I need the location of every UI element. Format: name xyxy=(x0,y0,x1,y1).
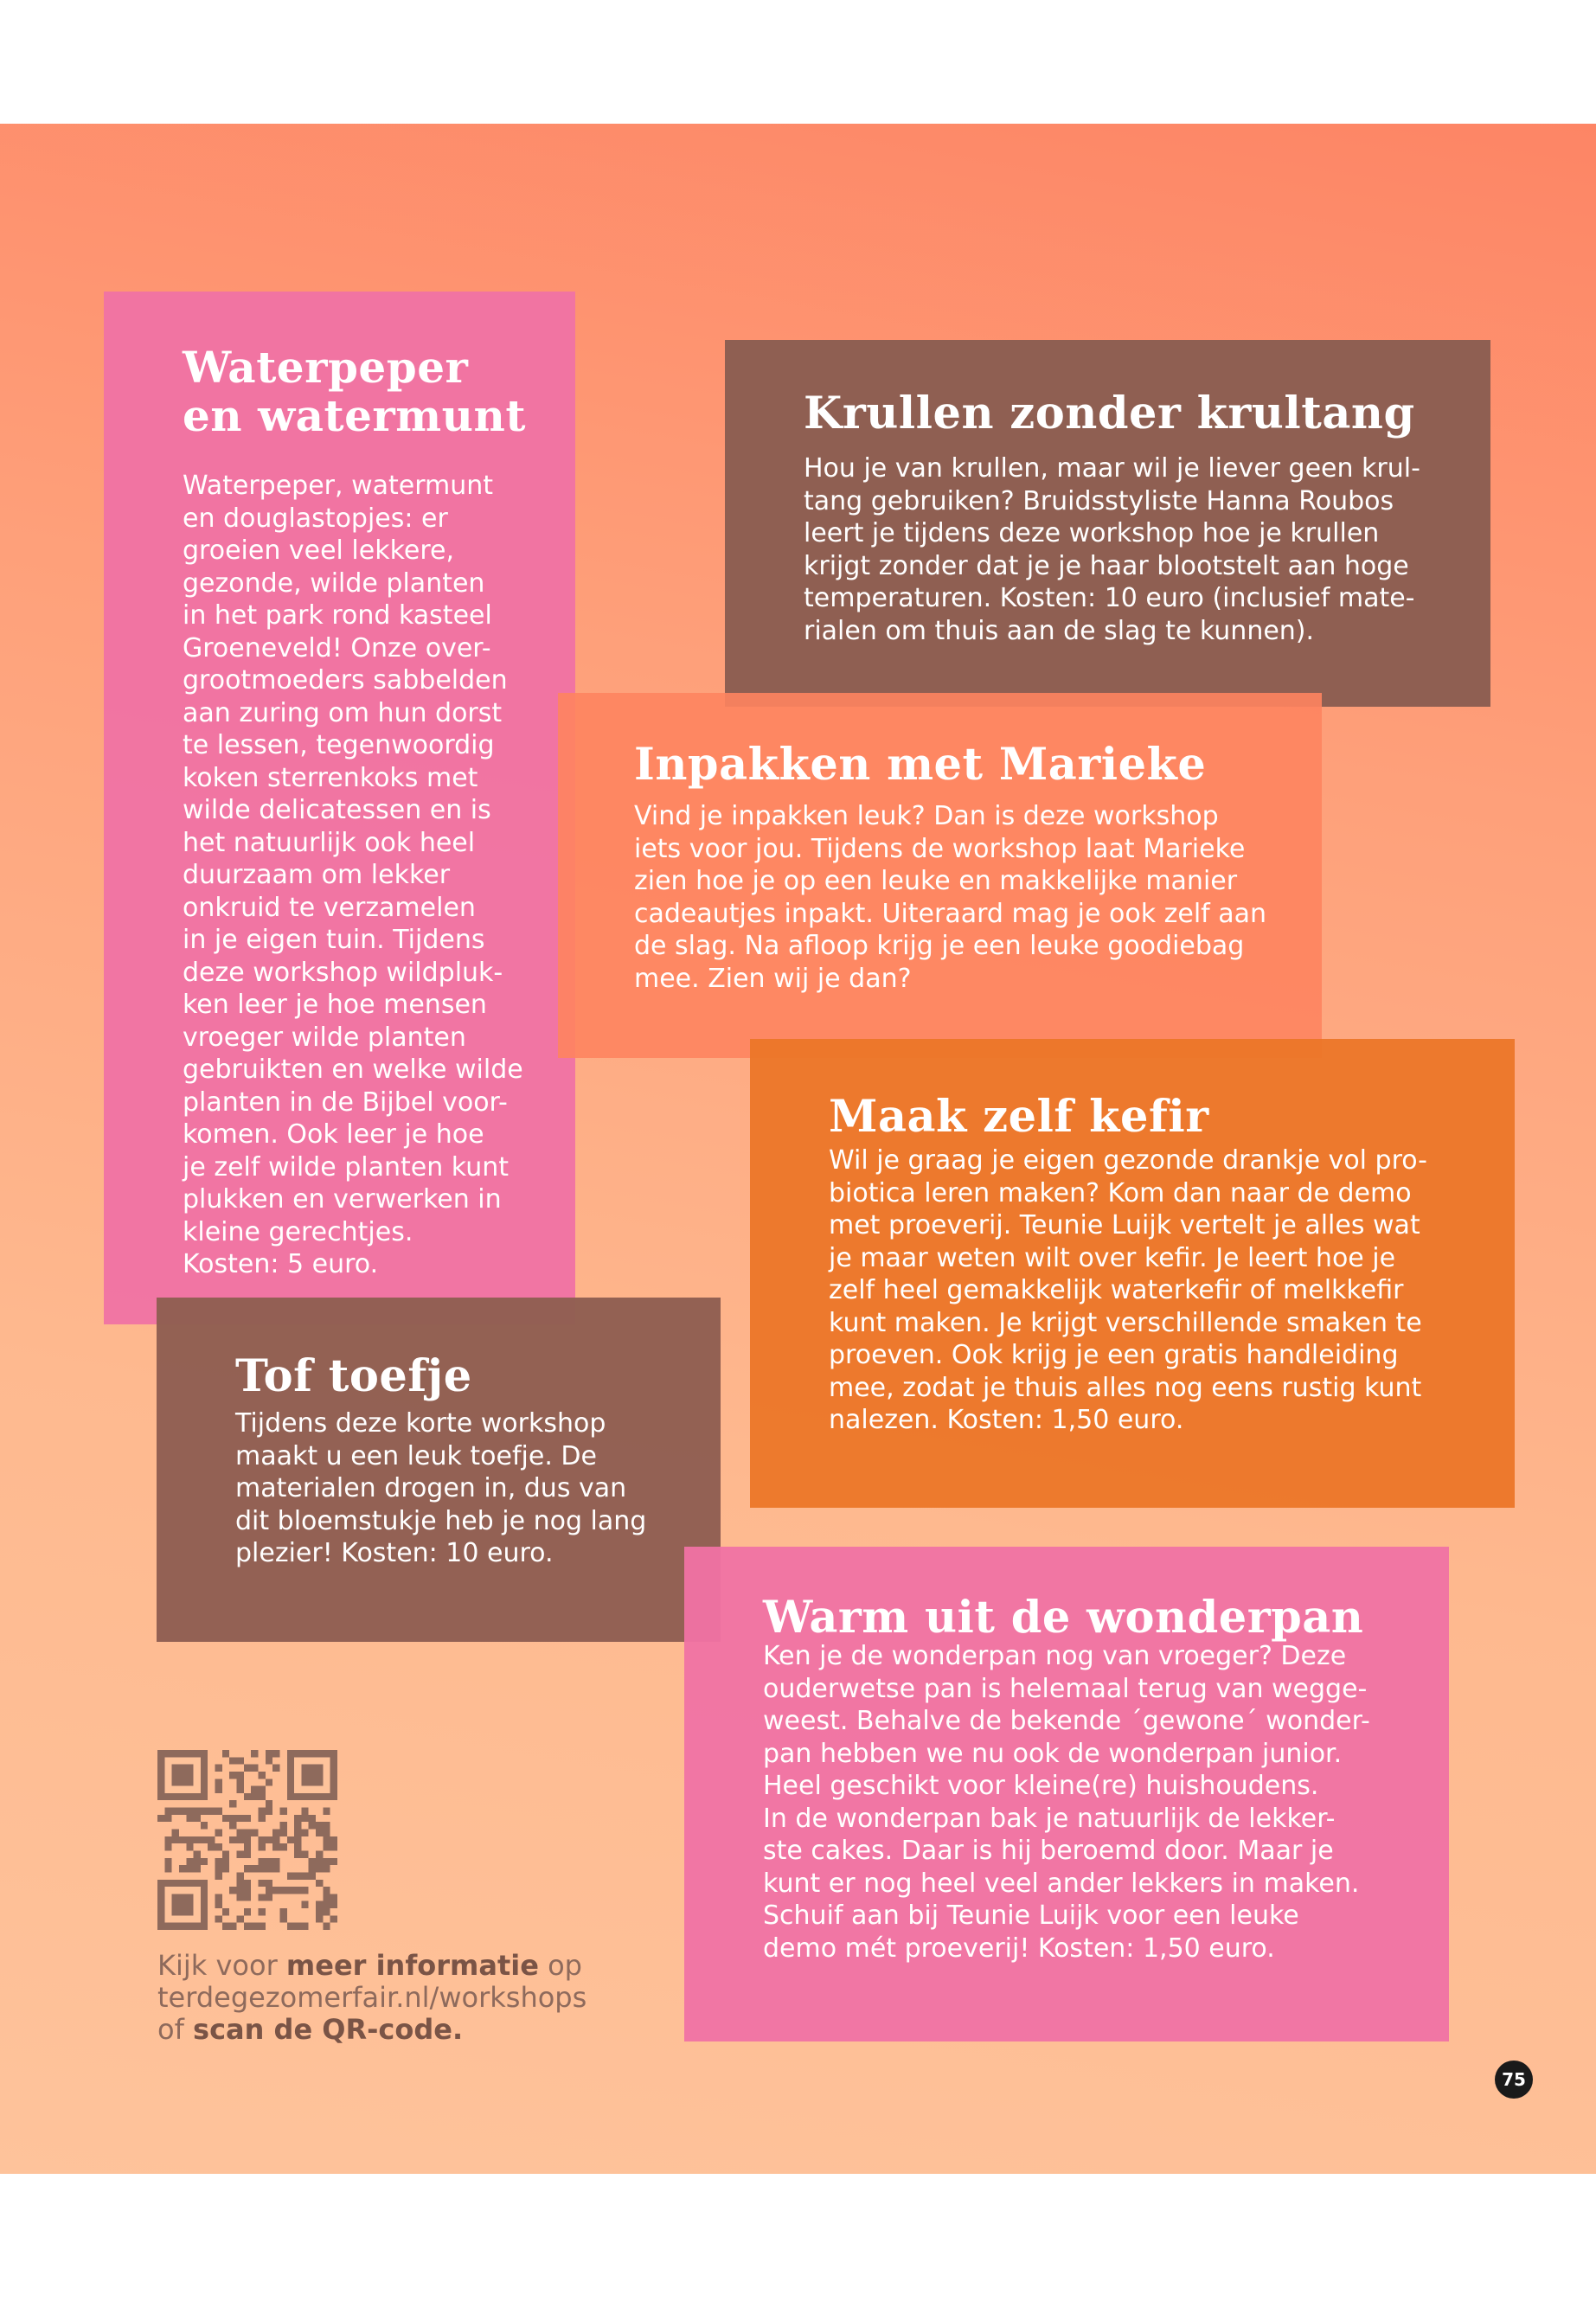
description-line: Kosten: 5 euro. xyxy=(183,1249,379,1279)
more-info-scan: scan de QR-code. xyxy=(193,2013,464,2046)
description-line: dit bloemstukje heb je nog lang xyxy=(235,1505,647,1536)
description-line: cadeautjes inpakt. Uiteraard mag je ook zelf aan xyxy=(634,898,1267,929)
description-line: plezier! Kosten: 10 euro. xyxy=(235,1538,554,1568)
workshop-description xyxy=(235,1407,695,1570)
workshop-description xyxy=(804,452,1456,647)
workshop-inpakken xyxy=(558,693,1322,1058)
description-line: deze workshop wildpluk- xyxy=(183,957,503,988)
workshop-krullen xyxy=(725,340,1490,707)
description-line: pan hebben we nu ook de wonderpan junior. xyxy=(763,1738,1343,1769)
description-line: Hou je van krullen, maar wil je liever geen krul- xyxy=(804,453,1420,484)
workshop-description xyxy=(829,1144,1480,1437)
description-line: ouderwetse pan is helemaal terug van wegge- xyxy=(763,1673,1368,1704)
description-line: de slag. Na afloop krijg je een leuke goodiebag xyxy=(634,931,1245,961)
workshop-waterpeper xyxy=(104,292,575,1324)
more-info-of: of xyxy=(157,2013,194,2046)
description-line: krijgt zonder dat je je haar blootstelt aan hoge xyxy=(804,550,1409,581)
workshop-title: Krullen zonder krultang xyxy=(804,388,1415,439)
description-line: mee. Zien wij je dan? xyxy=(634,963,912,994)
description-line: kleine gerechtjes. xyxy=(183,1216,413,1247)
description-line: materialen drogen in, dus van xyxy=(235,1473,627,1503)
description-line: proeven. Ook krijg je een gratis handleiding xyxy=(829,1340,1399,1370)
description-line: wilde delicatessen en is xyxy=(183,795,491,825)
workshop-description xyxy=(183,470,548,1281)
description-line: Groeneveld! Onze over- xyxy=(183,632,491,663)
description-line: kunt er nog heel veel ander lekkers in maken. xyxy=(763,1868,1360,1899)
more-info-prefix: Kijk voor xyxy=(157,1949,286,1982)
workshop-title: Tof toefje xyxy=(235,1350,472,1402)
description-line: nalezen. Kosten: 1,50 euro. xyxy=(829,1405,1184,1435)
description-line: gezonde, wilde planten xyxy=(183,567,485,599)
description-line: ken leer je hoe mensen xyxy=(183,990,487,1020)
description-line: Wil je graag je eigen gezonde drankje vol pro- xyxy=(829,1145,1427,1176)
description-line: Tijdens deze korte workshop xyxy=(235,1408,606,1439)
more-info-url[interactable]: terdegezomerfair.nl/workshops xyxy=(157,1981,587,2014)
workshop-description xyxy=(763,1640,1414,1965)
title-line: Waterpeper xyxy=(183,342,469,393)
description-line: planten in de Bijbel voor- xyxy=(183,1086,508,1118)
description-line: in het park rond kasteel xyxy=(183,600,492,631)
description-line: mee, zodat je thuis alles nog eens rustig kunt xyxy=(829,1372,1422,1403)
workshop-title xyxy=(183,343,548,440)
workshop-description xyxy=(634,800,1287,995)
description-line: plukken en verwerken in xyxy=(183,1184,502,1215)
description-line: Waterpeper, watermunt xyxy=(183,471,494,501)
description-line: In de wonderpan bak je natuurlijk de lekker- xyxy=(763,1803,1336,1834)
title-line: en watermunt xyxy=(183,390,526,441)
description-line: demo mét proeverij! Kosten: 1,50 euro. xyxy=(763,1932,1275,1964)
description-line: duurzaam om lekker xyxy=(183,860,451,890)
workshop-toefje xyxy=(157,1298,721,1642)
description-line: iets voor jou. Tijdens de workshop laat Marieke xyxy=(634,833,1246,864)
workshop-title: Maak zelf kefir xyxy=(829,1091,1209,1143)
description-line: kunt maken. Je krijgt verschillende smaken te xyxy=(829,1307,1422,1338)
description-line: tang gebruiken? Bruidsstyliste Hanna Roubos xyxy=(804,485,1394,516)
description-line: Ken je de wonderpan nog van vroeger? Deze xyxy=(763,1641,1347,1671)
description-line: ste cakes. Daar is hij beroemd door. Maar je xyxy=(763,1836,1334,1866)
description-line: je maar weten wilt over kefir. Je leert hoe je xyxy=(829,1242,1396,1273)
description-line: grootmoeders sabbelden xyxy=(183,665,508,695)
page-number: 75 xyxy=(1495,2061,1533,2099)
description-line: aan zuring om hun dorst xyxy=(183,697,503,728)
description-line: zelf heel gemakkelijk waterkefir of melkkefir xyxy=(829,1275,1404,1305)
description-line: komen. Ook leer je hoe xyxy=(183,1119,484,1150)
description-line: met proeverij. Teunie Luijk vertelt je alles wat xyxy=(829,1210,1420,1240)
description-line: het natuurlijk ook heel xyxy=(183,827,476,858)
description-line: groeien veel lekkere, xyxy=(183,535,455,566)
more-info-middle: op xyxy=(538,1949,582,1982)
description-line: koken sterrenkoks met xyxy=(183,762,478,793)
description-line: maakt u een leuk toefje. De xyxy=(235,1440,597,1471)
description-line: Schuif aan bij Teunie Luijk voor een leuke xyxy=(763,1900,1299,1931)
description-line: temperaturen. Kosten: 10 euro (inclusief mate- xyxy=(804,583,1415,613)
more-info-bold: meer informatie xyxy=(285,1949,539,1982)
description-line: biotica leren maken? Kom dan naar de demo xyxy=(829,1177,1412,1208)
workshop-kefir xyxy=(750,1039,1515,1508)
workshop-title: Warm uit de wonderpan xyxy=(763,1592,1364,1644)
qr-code-icon[interactable] xyxy=(157,1750,337,1930)
description-line: weest. Behalve de bekende ´gewone´ wonder- xyxy=(763,1706,1370,1736)
description-line: rialen om thuis aan de slag te kunnen). xyxy=(804,615,1315,646)
description-line: in je eigen tuin. Tijdens xyxy=(183,925,485,955)
description-line: onkruid te verzamelen xyxy=(183,892,476,923)
description-line: gebruikten en welke wilde xyxy=(183,1054,523,1085)
description-line: Vind je inpakken leuk? Dan is deze workshop xyxy=(634,801,1219,831)
description-line: te lessen, tegenwoordig xyxy=(183,730,495,760)
description-line: en douglastopjes: er xyxy=(183,503,448,534)
description-line: vroeger wilde planten xyxy=(183,1022,466,1053)
description-line: Heel geschikt voor kleine(re) huishoudens. xyxy=(763,1771,1319,1801)
more-info-text xyxy=(157,1950,642,2046)
workshop-wonderpan xyxy=(684,1547,1449,2041)
description-line: leert je tijdens deze workshop hoe je krullen xyxy=(804,518,1380,548)
workshop-title: Inpakken met Marieke xyxy=(634,739,1207,791)
description-line: je zelf wilde planten kunt xyxy=(183,1151,509,1183)
description-line: zien hoe je op een leuke en makkelijke manier xyxy=(634,866,1238,896)
